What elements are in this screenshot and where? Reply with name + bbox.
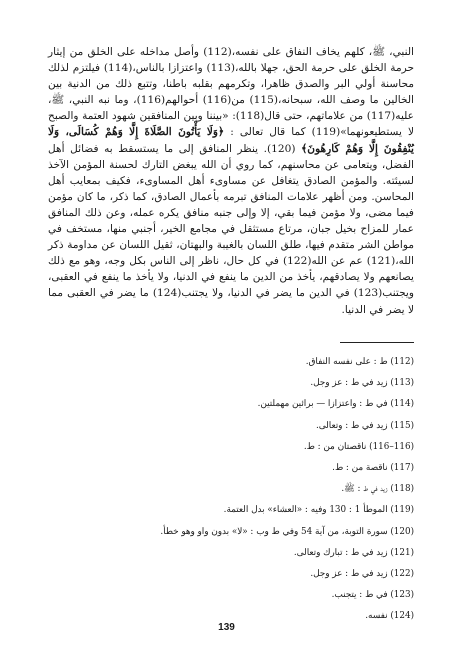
main-text (48, 44, 414, 318)
paragraph-1: النبي، ﷺ، كلهم يخاف النفاق على نفسه،(112) وأصل مداخله على الخلق من إيثار حرمة الخلق على حرمة الحق، جهلا بالله،(113) واعتزازا بالناس،(114) فيلتزم لذلك محاسنة أولي البر والصدق ظاهرا، وتكرمهم بقلبه باطنا، وتتبع ذلك من الدنية بين الخالين ما وصف الله، سبحانه،(115) من(116) أحوالهم(116)، وما نبه النبي، ﷺ، عليه(117) من علاماتهم، حتى قال(118): «بيننا وبين المنافقين شهود العتمة والصبح لا يستطيعونهما»(119) كما قال تعالى : (48, 46, 415, 139)
footnote-120: (120) سورة التوبة، من آية 54 وفي ط وب : «لا» بدون واو وهو خطأ. (160, 526, 414, 537)
quran-verse: ﴿وَلَا يَأْتُونَ الصَّلَاةَ إِلَّا وَهُمْ كُسَالَى، وَلَا يُنْفِقُونَ إِلَّا وَهُمْ كَارِهُونَ﴾ (48, 126, 414, 155)
footnote-123: (123) في ط : يتجنب. (331, 590, 414, 601)
footnote-121: (121) زيد في ط : تبارك وتعالى. (293, 547, 414, 558)
main-paragraph (48, 44, 414, 318)
page-number: 139 (218, 622, 235, 633)
footnote-115: (115) زيد في ط : وتعالى. (315, 420, 414, 431)
footnote-116: (116–116) ناقصتان من : ط. (303, 441, 414, 452)
footnote-114: (114) في ط : واعتزازا — برائين مهملتين. (257, 399, 414, 410)
footnotes-list (48, 352, 414, 627)
footnote-113: (113) زيد في ط : عز وجل. (310, 378, 414, 389)
footnote-117: (117) ناقصة من : ط. (332, 462, 414, 473)
footnote-118: (118) زيد في ط : ﷺ. (341, 484, 414, 495)
paragraph-2: (120). ينظر المنافق إلى ما يستسقط به فضائل أهل الفضل، ويتعامى عن محاسنهم، كما روي أن الله يبغض التارك لحسنة المؤمن الآخذ لسيئته. والمؤمن الصادق يتغافل عن مساوىء أهل المساوىء، فكيف بمعايب أهل المحاسن. ومن أظهر علامات المنافق تبرمه بأعمال الصادق، كما ذكر، ما كان مؤمن فيما مضى، ولا مؤمن فيما بقي، إلا وإلى جنبه منافق يكره عمله، وعن ذلك المنافق عمار للمزاح بخيل جبان، مرتاع مستثقل في مجامع الخير، أجنبي منها، مستخف في مواطن الشر متقدم فيها، طلق اللسان بالغيبة والبهتان، ثقيل اللسان عن مداومة ذكر الله،(121) عم عن الله(122) في كل حال، ناظر إلى الناس بكل وجه، وهو مع ذلك يصانعهم ولا يصادقهم، يأخذ من الدين ما ينفع في الدنيا، ولا يأخذ ما ينفع في العقبى، ويجتنب(123) في الدين ما يضر في الدنيا، ولا يجتنب(124) ما يضر في العقبى مما لا يضر في الدنيا. (48, 142, 414, 316)
footnote-122: (122) زيد في ط : عز وجل. (310, 568, 414, 579)
footnote-112: (112) ط : على نفسه النفاق. (305, 357, 414, 367)
footnote-119: (119) الموطأ 1 : 130 وفيه : «العشاء» بدل العتمة. (223, 505, 414, 516)
footnote-124: (124) نفسه. (365, 611, 414, 622)
footnote-divider (340, 342, 414, 343)
